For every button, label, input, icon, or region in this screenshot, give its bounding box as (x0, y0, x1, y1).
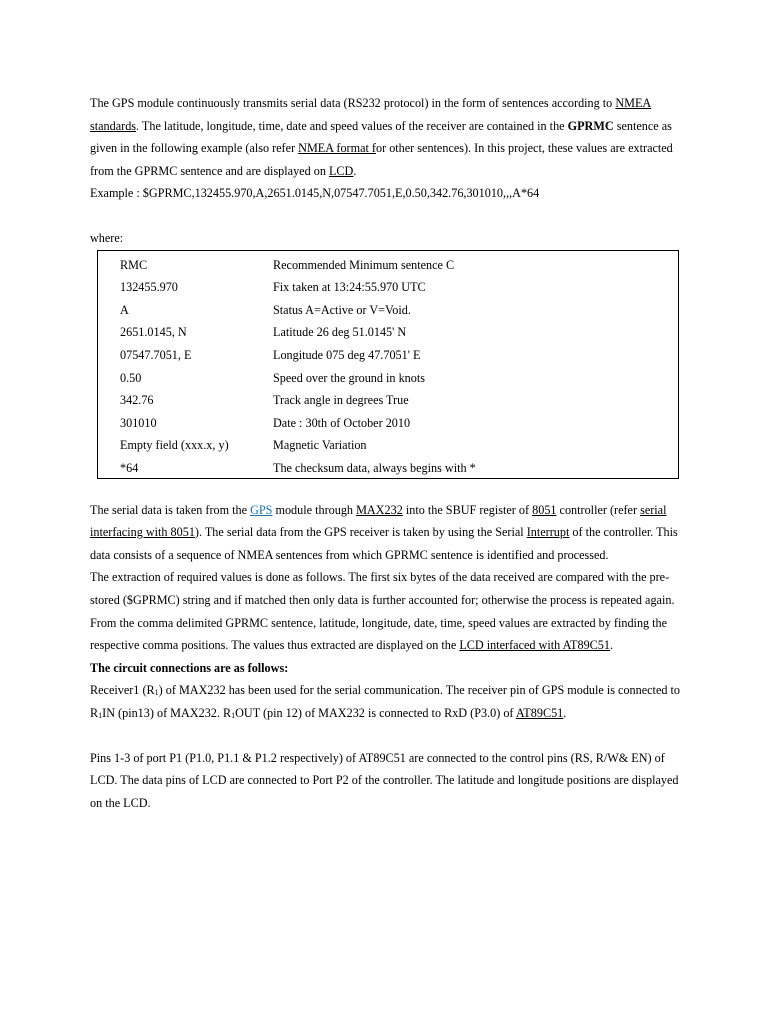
table-row (98, 457, 678, 480)
field-cell: 07547.7051, E (120, 347, 192, 362)
para4-text-5: . (563, 705, 567, 720)
intro-text-4: or other sentences). In this project, these values are extracted from the GPRMC sentence and are displayed on (90, 141, 673, 178)
table-row (98, 299, 678, 322)
para2-text-5: ). The serial data from the GPS receiver is taken by using the Serial (194, 525, 527, 540)
desc-cell: Track angle in degrees True (273, 393, 409, 408)
intro-paragraph (90, 92, 690, 182)
serial-data-paragraph (90, 499, 690, 567)
field-cell: 0.50 (120, 370, 142, 385)
desc-cell: Fix taken at 13:24:55.970 UTC (273, 280, 426, 295)
field-cell: 132455.970 (120, 280, 178, 295)
subscript: 1 (98, 710, 103, 720)
example-line: Example : $GPRMC,132455.970,A,2651.0145,N,07547.7051,E,0.50,342.76,301010,,,A*64 (90, 186, 540, 201)
desc-cell: Magnetic Variation (273, 438, 367, 453)
para4-text-3: IN (pin13) of MAX232. R (102, 705, 232, 720)
circuit-heading-text: The circuit connections are as follows: (90, 660, 289, 675)
field-cell: Empty field (xxx.x, y) (120, 438, 229, 453)
at89c51-link[interactable]: AT89C51 (515, 705, 564, 720)
nmea-standards-link[interactable]: NMEA standards (90, 96, 652, 133)
circuit-heading (90, 657, 690, 680)
para3-text-1: The extraction of required values is done as follows. The first six bytes of the data received are compared with the pre-stored ($GPRMC) string and if matched then only data is further accounted for; otherwise the process is repeated again. From the comma delimited GPRMC sentence, latitude, longitude, date, time, speed values are extracted by finding the respective comma positions. The values thus extracted are displayed on the (90, 570, 675, 653)
max232-link[interactable]: MAX232 (356, 502, 403, 517)
para2-text-6: of the controller. This data consists of a sequence of NMEA sentences from which GPRMC sentence is identified and processed. (90, 525, 678, 562)
field-cell: 342.76 (120, 393, 154, 408)
table-row (98, 434, 678, 457)
desc-cell: Latitude 26 deg 51.0145' N (273, 325, 407, 340)
gprmc-bold: GPRMC (567, 118, 614, 133)
table-row (98, 344, 678, 367)
intro-text-5: . (353, 163, 357, 178)
serial-interfacing-link[interactable]: serial interfacing with 8051 (90, 502, 667, 540)
desc-cell: The checksum data, always begins with * (273, 460, 476, 475)
desc-cell: Date : 30th of October 2010 (273, 415, 411, 430)
table-row (98, 321, 678, 344)
para2-text-3: into the SBUF register of (402, 502, 533, 517)
para4-text-4: OUT (pin 12) of MAX232 is connected to RxD (P3.0) of (235, 705, 516, 720)
table-row (98, 412, 678, 435)
desc-cell: Status A=Active or V=Void. (273, 302, 411, 317)
desc-cell: Recommended Minimum sentence C (273, 257, 455, 272)
where-label: where: (90, 230, 124, 245)
field-cell: 2651.0145, N (120, 325, 187, 340)
table-row (98, 367, 678, 390)
field-cell: A (120, 302, 129, 317)
lcd-link[interactable]: LCD (328, 163, 354, 178)
para4-text-1: Receiver1 (R (90, 683, 155, 698)
intro-text-2: . The latitude, longitude, time, date and speed values of the receiver are contained in the (136, 118, 568, 133)
intro-text-3: sentence as given in the following example (also refer (90, 118, 672, 156)
pins-paragraph: Pins 1-3 of port P1 (P1.0, P1.1 & P1.2 respectively) of AT89C51 are connected to the control pins (RS, R/W& EN) of LCD. The data pins of LCD are connected to Port P2 of the controller. The latitude and longitude positions are displayed on the LCD. (90, 750, 679, 810)
document-body (90, 92, 690, 814)
subscript: 1 (154, 688, 159, 698)
para4-text-2: ) of MAX232 has been used for the serial communication. The receiver pin of GPS module is connected to R (90, 683, 680, 720)
para2-text-4: controller (refer (556, 502, 641, 517)
subscript: 1 (231, 710, 236, 720)
intro-text-1: The GPS module continuously transmits serial data (RS232 protocol) in the form of sentences according to (90, 96, 616, 110)
table-row (98, 254, 678, 277)
field-cell: RMC (120, 257, 148, 272)
desc-cell: Longitude 075 deg 47.7051' E (273, 347, 421, 362)
8051-link[interactable]: 8051 (532, 502, 557, 517)
para2-text-1: The serial data is taken from the (90, 502, 251, 517)
lcd-interfaced-link[interactable]: LCD interfaced with AT89C51 (459, 638, 610, 653)
para2-text-2: module through (272, 502, 357, 517)
interrupt-link[interactable]: Interrupt (526, 525, 570, 540)
desc-cell: Speed over the ground in knots (273, 370, 425, 385)
extraction-paragraph (90, 566, 690, 656)
gps-link[interactable]: GPS (250, 502, 273, 517)
table-row (98, 276, 678, 299)
receiver-paragraph (90, 679, 690, 724)
table-row (98, 389, 678, 412)
rmc-fields-table (97, 250, 679, 479)
field-cell: *64 (120, 460, 139, 475)
nmea-format-link[interactable]: NMEA format f (298, 141, 376, 156)
para3-text-2: . (609, 638, 614, 653)
field-cell: 301010 (120, 415, 157, 430)
